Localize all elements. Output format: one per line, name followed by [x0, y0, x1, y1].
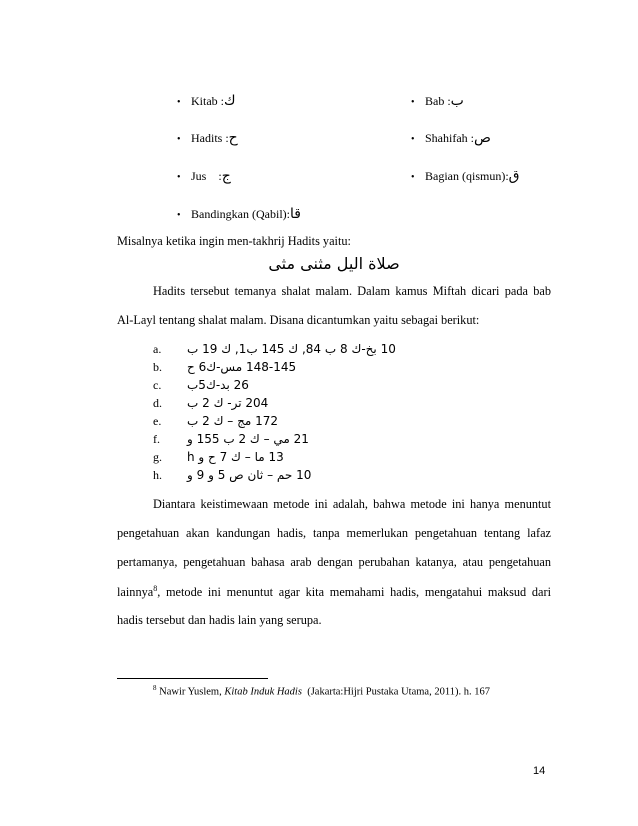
- list-item: a. 10 بخ-ك 8 ب 84, ك 145 ب1, ك 19 ب: [153, 342, 396, 356]
- paragraph-1-line-1: Hadits tersebut temanya shalat malam. Dalam kamus Miftah dicari pada bab: [153, 284, 551, 298]
- list-item: b. 148-145 مس-ك6 ح: [153, 360, 297, 374]
- hadith-arabic: صلاة اليل مثنى مثى: [268, 254, 400, 273]
- bullet-jus: • Jus :ج: [177, 168, 231, 184]
- footnote-ref[interactable]: 8: [153, 584, 158, 593]
- intro-text: Misalnya ketika ingin men-takhrij Hadits yaitu:: [117, 234, 351, 248]
- bullet-bagian: • Bagian (qismun):ق: [411, 168, 520, 184]
- paragraph-1-line-2: Al-Layl tentang shalat malam. Disana dicantumkan yaitu sebagai berikut:: [117, 313, 480, 327]
- footnote-book-title: Kitab Induk Hadis: [224, 686, 302, 698]
- list-item: d. 204 تر- ك 2 ب: [153, 396, 269, 410]
- bullet-kitab: • Kitab :ك: [177, 93, 236, 109]
- list-item: f. 21 مي – ك 2 ب 155 و: [153, 432, 309, 446]
- bullet-shahifah: • Shahifah :ص: [411, 130, 491, 146]
- list-item: e. 172 مج – ك 2 ب: [153, 414, 278, 428]
- bullet-bab: • Bab :ب: [411, 93, 464, 109]
- bullet-bandingkan: • Bandingkan (Qabil):قا: [177, 206, 301, 222]
- list-item: c. 26 بد-ك5ب: [153, 378, 249, 392]
- page-number: 14: [533, 765, 546, 777]
- paragraph-2-line-5: hadis tersebut dan hadis lain yang serupa.: [117, 613, 322, 627]
- footnote-divider: [117, 678, 268, 679]
- footnote: $^8$ Nawir Yuslem, Kitab Induk Hadis (Jakarta:Hijri Pustaka Utama, 2011). h. 167: [153, 684, 490, 698]
- list-item: g. 13 ما – ك 7 ح و h: [153, 450, 284, 464]
- paragraph-2-line-3: pertamanya, pengetahuan bahasa arab dengan perubahan katanya, atau pengetahuan: [117, 555, 551, 569]
- list-item: h. 10 حم – ثان ص 5 و 9 و: [153, 468, 312, 482]
- paragraph-2-line-2: pengetahuan akan kandungan hadis, tanpa memerlukan pengetahuan tentang lafaz: [117, 526, 551, 540]
- bullet-hadits: • Hadits :ح: [177, 130, 238, 146]
- paragraph-2-line-4: lainnya$^8$, metode ini menuntut agar kita memahami hadis, mengatahui maksud dari: [117, 584, 551, 600]
- paragraph-2-line-1: Diantara keistimewaan metode ini adalah, bahwa metode ini hanya menuntut: [153, 497, 551, 511]
